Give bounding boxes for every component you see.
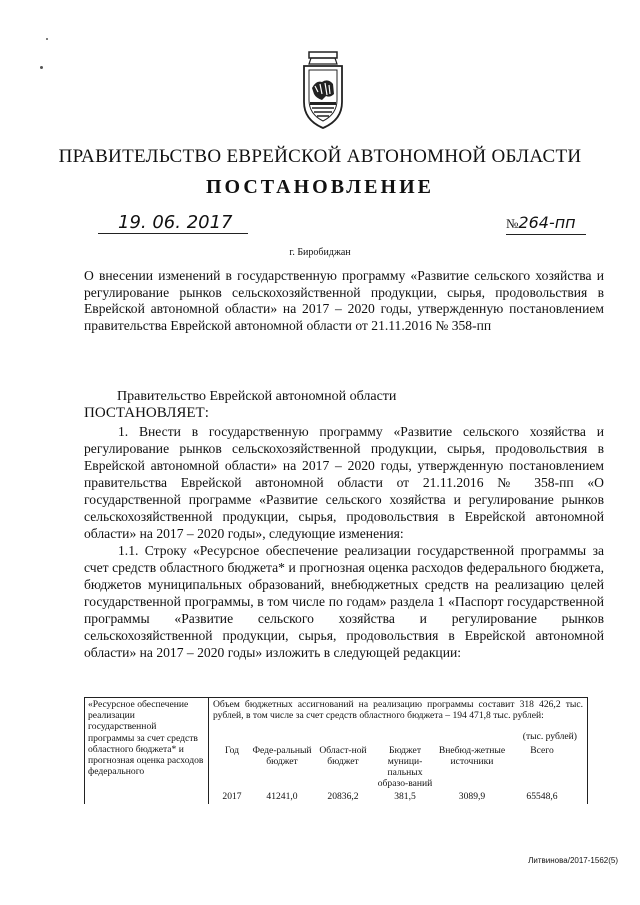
document-body xyxy=(84,423,604,661)
cell-federal: 41241,0 xyxy=(266,791,298,803)
scan-speck xyxy=(46,38,48,40)
col-federal: Феде-ральный бюджет xyxy=(252,744,312,767)
table-row xyxy=(213,791,583,802)
paragraph-1: 1. Внести в государственную программу «Развитие сельского хозяйства и регулирование рынков сельскохозяйственной продукции, сырья, продовольствия в Еврейской автономной области» на 2017 – 2020 годы, утвержденную постановлением правительства Еврейской автономной области от 21.11.2016 № 358-пп «О государственной программе «Развитие сельского хозяйства и регулирование рынков сельскохозяйственной продукции, сырья, продовольствия в Еврейской автономной области» на 2017 – 2020 годы», следующие изменения: xyxy=(84,424,604,541)
col-regional: Област-ной бюджет xyxy=(319,744,367,767)
paragraph-1-1: 1.1. Строку «Ресурсное обеспечение реализации государственной программы за счет средств областного бюджета* и прогнозная оценка расходов федерального бюджета, бюджетов муниципальных образований, внебюджетных средств на реализацию целей государственной программы, в том числе по годам» раздела 1 «Паспорт государственной программы «Развитие сельского хозяйства и регулирование рынков сельскохозяйственной продукции, сырья, продовольствия в Еврейской автономной области» на 2017 – 2020 годы» изложить в следующей редакции: xyxy=(84,543,604,660)
number-value: 264-пп xyxy=(518,213,576,232)
col-total: Всего xyxy=(530,744,554,756)
preamble: Правительство Еврейской автономной области xyxy=(117,389,397,404)
table-header-row xyxy=(213,745,583,790)
col-year: Год xyxy=(224,744,240,756)
col-extrabudget: Внебюд-жетные источники xyxy=(438,744,506,767)
table-units: (тыс. рублей) xyxy=(522,731,577,743)
table-right-cell xyxy=(209,698,588,804)
number-prefix: № xyxy=(506,216,519,231)
document-number xyxy=(506,213,586,235)
footer-reference: Литвинова/2017-1562(5) xyxy=(528,856,618,865)
table-left-cell: «Ресурсное обеспечение реализации государственной программы за счет средств областного бюджета* и прогнозная оценка расходов федерального xyxy=(85,698,209,804)
document-date: 19. 06. 2017 xyxy=(98,213,248,234)
cell-total: 65548,6 xyxy=(526,791,558,803)
coat-of-arms-icon xyxy=(300,50,346,130)
cell-municipal: 381,5 xyxy=(394,791,416,803)
resource-table xyxy=(84,697,588,804)
cell-year: 2017 xyxy=(222,791,242,803)
cell-extrabudget: 3089,9 xyxy=(458,791,486,803)
city: г. Биробиджан xyxy=(289,247,351,258)
col-municipal: Бюджет муници-пальных образо-ваний xyxy=(377,744,433,790)
cell-regional: 20836,2 xyxy=(327,791,359,803)
document-type: ПОСТАНОВЛЕНИЕ xyxy=(206,176,434,198)
government-name: ПРАВИТЕЛЬСТВО ЕВРЕЙСКОЙ АВТОНОМНОЙ ОБЛАСТИ xyxy=(58,146,582,167)
document-subject: О внесении изменений в государственную программу «Развитие сельского хозяйства и регулирование рынков сельскохозяйственной продукции, сырья, продовольствия в Еврейской автономной области» на 2017 – 2020 годы, утвержденную постановлением правительства Еврейской автономной области от 21.11.2016 № 358-пп xyxy=(84,268,604,333)
resolves-heading: ПОСТАНОВЛЯЕТ: xyxy=(84,405,209,421)
scan-speck xyxy=(40,66,43,69)
table-summary: Объем бюджетных ассигнований на реализацию программы составит 318 426,2 тыс. рублей, в том числе за счет средств областного бюджета – 194 471,8 тыс. рублей: xyxy=(213,699,583,722)
